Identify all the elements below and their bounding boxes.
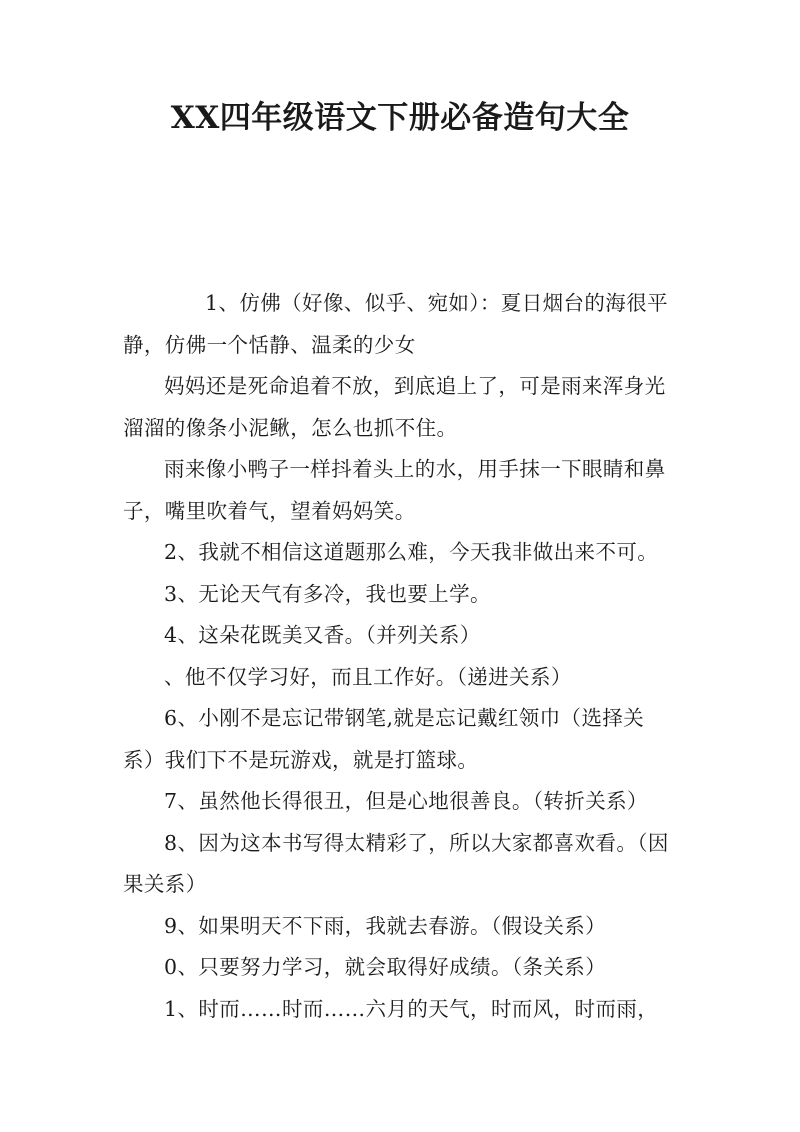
paragraph-2: 妈妈还是死命追着不放，到底追上了，可是雨来浑身光溜溜的像条小泥鳅，怎么也抓不住。 — [123, 374, 666, 440]
paragraph-7: 、他不仅学习好，而且工作好。（递进关系） — [164, 664, 572, 689]
document-body — [123, 283, 675, 1030]
paragraph-12: 0、只要努力学习，就会取得好成绩。（条关系） — [164, 955, 607, 979]
paragraph-10: 8、因为这本书写得太精彩了，所以大家都喜欢看。（因果关系） — [123, 830, 669, 896]
paragraph-1: 1、仿佛（好像、似乎、宛如）：夏日烟台的海很平静，仿佛一个恬静、温柔的少女 — [123, 291, 668, 357]
paragraph-11: 9、如果明天不下雨，我就去春游。（假设关系） — [164, 913, 607, 938]
paragraph-8: 6、小刚不是忘记带钢笔,就是忘记戴红领巾（选择关系）我们下不是玩游戏，就是打篮球。 — [123, 706, 645, 772]
document-title: XX四年级语文下册必备造句大全 — [170, 100, 630, 136]
paragraph-13: 1、时而……时而……六月的天气，时而风，时而雨， — [164, 996, 659, 1021]
paragraph-3: 雨来像小鸭子一样抖着头上的水，用手抹一下眼睛和鼻子，嘴里吹着气，望着妈妈笑。 — [123, 457, 666, 523]
paragraph-5: 3、无论天气有多冷，我也要上学。 — [164, 581, 491, 606]
paragraph-6: 4、这朵花既美又香。（并列关系） — [164, 623, 481, 647]
paragraph-4: 2、我就不相信这道题那么难，今天我非做出来不可。 — [164, 540, 659, 564]
paragraph-9: 7、虽然他长得很丑，但是心地很善良。（转折关系） — [164, 789, 648, 813]
